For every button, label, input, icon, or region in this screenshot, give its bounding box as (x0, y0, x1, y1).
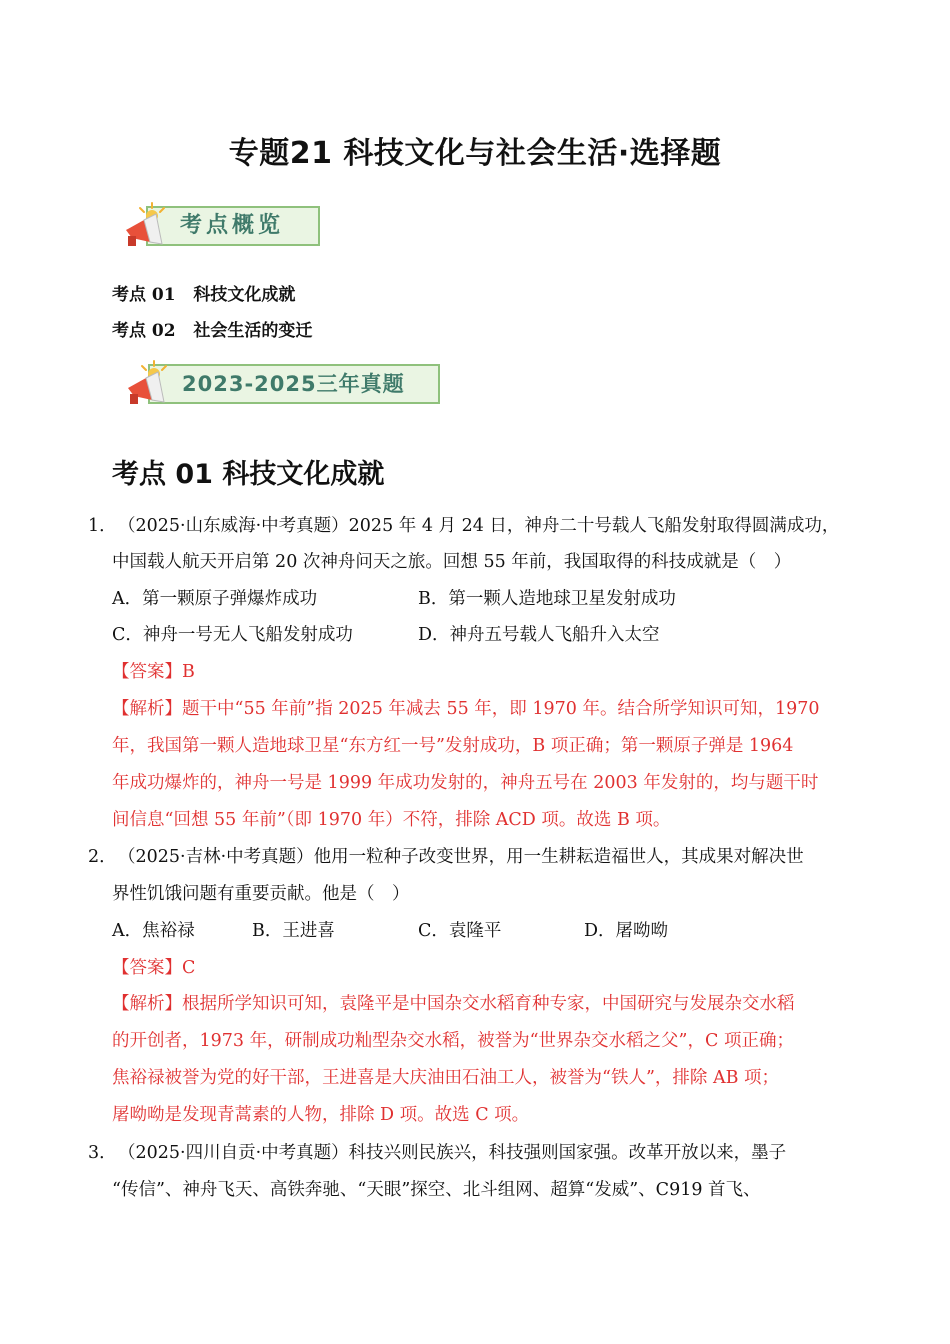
years-banner-label: 2023-2025三年真题 (148, 364, 440, 404)
toc-item-label: 社会生活的变迁 (193, 321, 313, 341)
question-stem-line: （2025·山东威海·中考真题）2025 年 4 月 24 日，神舟二十号载人飞船发射取得圆满成功， (118, 516, 840, 536)
analysis-line: 的开创者，1973 年，研制成功籼型杂交水稻，被誉为“世界杂交水稻之父”，C 项正确； (112, 1031, 794, 1051)
megaphone-icon (124, 360, 176, 410)
option-b[interactable]: B．王进喜 (252, 921, 335, 941)
analysis-line: 焦裕禄被誉为党的好干部，王进喜是大庆油田石油工人，被誉为“铁人”，排除 AB 项； (112, 1068, 780, 1088)
megaphone-icon (122, 202, 174, 252)
question-stem-line: 界性饥饿问题有重要贡献。他是（ ） (112, 884, 410, 904)
answer: 【答案】C (112, 958, 196, 978)
analysis-line: 间信息“回想 55 年前”（即 1970 年）不符，排除 ACD 项。故选 B 项。 (112, 810, 671, 830)
question-stem-line: 中国载人航天开启第 20 次神舟问天之旅。回想 55 年前，我国取得的科技成就是（ ） (112, 552, 792, 572)
toc-item-01[interactable] (112, 280, 295, 305)
toc-item-label: 科技文化成就 (193, 285, 296, 305)
answer: 【答案】B (112, 662, 195, 682)
analysis-line: 【解析】根据所学知识可知，袁隆平是中国杂交水稻育种专家，中国研究与发展杂交水稻 (112, 994, 795, 1014)
option-b[interactable]: B．第一颗人造地球卫星发射成功 (418, 589, 676, 609)
analysis-line: 年成功爆炸的，神舟一号是 1999 年成功发射的，神舟五号在 2003 年发射的，均与题干时 (112, 773, 819, 793)
question-stem-line: （2025·四川自贡·中考真题）科技兴则民族兴，科技强则国家强。改革开放以来，墨子 (118, 1143, 787, 1163)
analysis-line: 年，我国第一颗人造地球卫星“东方红一号”发射成功，B 项正确；第一颗原子弹是 1964 (112, 736, 794, 756)
option-a[interactable]: A．第一颗原子弹爆炸成功 (112, 589, 318, 609)
years-banner (124, 360, 444, 410)
page-title: 专题21 科技文化与社会生活·选择题 (228, 136, 722, 171)
question-stem-line: （2025·吉林·中考真题）他用一粒种子改变世界，用一生耕耘造福世人，其成果对解决世 (118, 847, 804, 867)
toc-item-number: 考点 02 (112, 321, 176, 341)
option-d[interactable]: D．屠呦呦 (584, 921, 669, 941)
option-d[interactable]: D．神舟五号载人飞船升入太空 (418, 625, 660, 645)
option-c[interactable]: C．袁隆平 (418, 921, 502, 941)
question-number: 2． (88, 847, 117, 867)
section-heading: 考点 01 科技文化成就 (112, 459, 385, 490)
analysis-line: 【解析】题干中“55 年前”指 2025 年减去 55 年，即 1970 年。结合所学知识可知，1970 (112, 699, 820, 719)
option-c[interactable]: C．神舟一号无人飞船发射成功 (112, 625, 353, 645)
analysis-line: 屠呦呦是发现青蒿素的人物，排除 D 项。故选 C 项。 (112, 1105, 530, 1125)
question-number: 3． (88, 1143, 117, 1163)
option-a[interactable]: A．焦裕禄 (112, 921, 195, 941)
toc-item-02[interactable] (112, 316, 312, 341)
question-number: 1． (88, 516, 117, 536)
overview-banner-label: 考点概览 (146, 206, 320, 246)
toc-item-number: 考点 01 (112, 285, 176, 305)
overview-banner (122, 202, 322, 252)
question-stem-line: “传信”、神舟飞天、高铁奔驰、“天眼”探空、北斗组网、超算“发威”、C919 首飞、 (112, 1180, 761, 1200)
